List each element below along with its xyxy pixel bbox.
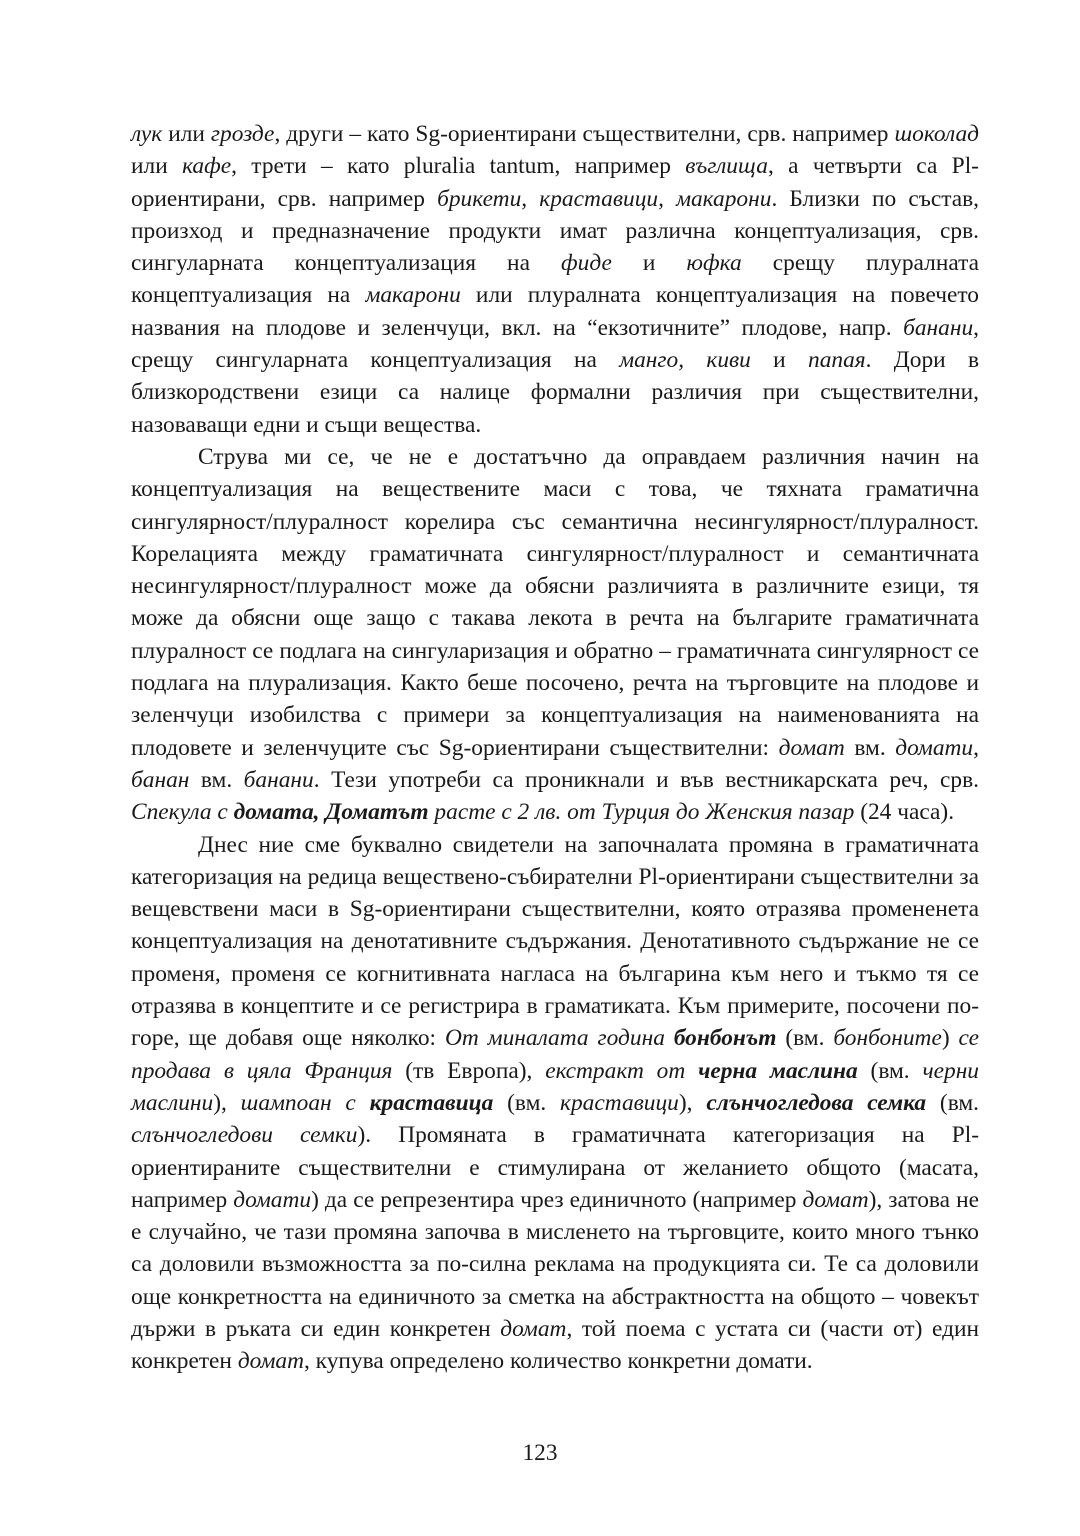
emphasis-text: брикети, краставици, макарони bbox=[437, 185, 772, 212]
text-run: , bbox=[973, 734, 979, 761]
page-number: 123 bbox=[522, 1440, 558, 1466]
emphasis-text: расте с 2 лв. от Турция до Женския пазар bbox=[428, 799, 855, 826]
text-run: (тв Европа), bbox=[392, 1057, 546, 1084]
text-run: . Тези употреби са проникнали и във вестникарската реч, срв. bbox=[313, 766, 979, 793]
emphasis-text: шампоан с bbox=[240, 1089, 370, 1116]
text-run: и bbox=[611, 250, 687, 277]
emphasis-text: банани bbox=[243, 766, 314, 793]
emphasis-text: юфка bbox=[686, 250, 742, 277]
emphasis-text: Спекула с bbox=[131, 799, 234, 826]
emphasis-text: бонбонът bbox=[673, 1025, 777, 1052]
text-run: и bbox=[750, 347, 808, 374]
emphasis-text: фиде bbox=[561, 250, 612, 277]
emphasis-text: домат bbox=[802, 1186, 869, 1213]
emphasis-text: черни маслини bbox=[131, 1057, 980, 1116]
text-run: или bbox=[131, 153, 183, 180]
text-run: или плуралната концептуализация на повечето названия на плодове и зеленчуци, вкл. на “екзотичните” плодове, напр. bbox=[131, 282, 979, 341]
text-run: , той поема с устата си (части от) един конкретен bbox=[131, 1315, 980, 1375]
emphasis-text: домат bbox=[500, 1315, 567, 1342]
emphasis-text: домат bbox=[778, 734, 845, 761]
emphasis-text: шоколад bbox=[894, 121, 979, 147]
text-run: (24 часа). bbox=[854, 799, 955, 826]
emphasis-text: черна маслина bbox=[698, 1057, 858, 1084]
text-run: Струва ми се, че не е достатъчно да оправдаем различния начин на концептуализация на веществените маси с това, че тяхната граматична сингулярност/плуралност корелира със семантична несингулярност/плуралност. Корелацията между граматичната сингулярност/плуралност и семантичната несингулярност/плуралност може да обясни различията в различните езици, тя може да обясни още защо с такава лекота в речта на българите граматичната плуралност се подлага на сингуларизация и обратно – граматичната сингулярност се подлага на плурализация. Както беше посочено, речта на търговците на плодове и зеленчуци изобилства с примери за концептуализация на наименованията на плодовете и зеленчуците със Sg-ориентирани съществителни: bbox=[131, 443, 979, 761]
emphasis-text: макарони bbox=[365, 282, 461, 309]
text-run: ), затова не е случайно, че тази промяна започва в мисленето на търговците, които много тънко са доловили възможността за по-силна реклама на продукцията си. Те са доловили още конкретността на единичното за сметка на абстрактността на общото – човекът държи в ръката си един конкретен bbox=[131, 1186, 979, 1342]
emphasis-text: папая bbox=[808, 347, 866, 374]
text-run: вм. bbox=[844, 734, 896, 761]
text-run: , срещу сингуларната концептуализация на bbox=[131, 314, 979, 374]
text-run: (вм. bbox=[926, 1089, 979, 1116]
emphasis-text: домата, Доматът bbox=[233, 799, 429, 826]
text-run: , трети – като pluralia tantum, например bbox=[231, 153, 686, 180]
emphasis-text: банани bbox=[903, 314, 974, 341]
text-run: , а четвърти са Pl-ориентирани, срв. например bbox=[131, 153, 979, 212]
emphasis-text: слънчогледова семка bbox=[706, 1089, 927, 1116]
text-run: ), bbox=[213, 1089, 241, 1116]
text-run: ), bbox=[678, 1089, 707, 1116]
emphasis-text: краставици bbox=[560, 1089, 679, 1116]
text-run: или bbox=[162, 121, 211, 147]
paragraph-2 bbox=[131, 441, 979, 829]
paragraph-3 bbox=[131, 829, 979, 1378]
text-run: , купува определено количество конкретни домати. bbox=[303, 1348, 813, 1375]
text-run: . Дори в близкородствени езици са налице формални различия при съществителни, назоваващи едни и същи вещества. bbox=[131, 347, 980, 438]
text-run: , други – като Sg-ориентирани съществителни, срв. например bbox=[274, 121, 895, 147]
text-run: ) bbox=[941, 1025, 959, 1052]
emphasis-text: От миналата година bbox=[444, 1025, 674, 1052]
text-run: . Близки по състав, произход и предназначение продукти имат различна концептуализация, срв. сингуларната концептуализация на bbox=[131, 185, 979, 277]
text-run: ) да се репрезентира чрез единичното (например bbox=[311, 1186, 803, 1213]
emphasis-text: се продава в цяла Франция bbox=[131, 1025, 980, 1084]
text-run: срещу плуралната концептуализация на bbox=[131, 250, 980, 309]
emphasis-text: слънчогледови семки bbox=[131, 1122, 358, 1149]
emphasis-text: краставица bbox=[369, 1089, 494, 1116]
emphasis-text: кафе bbox=[182, 153, 232, 180]
text-run: ). Промяната в граматичната категоризация на Pl-ориентираните съществителни е стимулирана от желанието общото (масата, например bbox=[131, 1122, 979, 1213]
emphasis-text: домати bbox=[895, 734, 974, 761]
emphasis-text: лук bbox=[131, 121, 163, 147]
emphasis-text: бонбоните bbox=[833, 1025, 942, 1052]
emphasis-text: грозде bbox=[210, 121, 275, 147]
text-run: (вм. bbox=[776, 1025, 834, 1052]
emphasis-text: домат bbox=[237, 1348, 304, 1375]
emphasis-text: манго, киви bbox=[619, 347, 751, 374]
text-run: (вм. bbox=[857, 1057, 923, 1084]
emphasis-text: домати bbox=[233, 1186, 312, 1213]
text-run: Днес ние сме буквално свидетели на започналата промяна в граматичната категоризация на редица веществено-събирателни Pl-ориентирани съществителни за вещевствени маси в Sg-ориентирани съществителни, която отразява промененета концептуализация на денотативните съдържания. Денотативното съдържание не се променя, променя се когнитивната нагласа на българина към него и тъкмо тя се отразява в концептите и се регистрира в граматиката. Към примерите, посочени по-горе, ще добавя още няколко: bbox=[131, 831, 979, 1052]
emphasis-text: въглища bbox=[685, 153, 768, 180]
text-run: вм. bbox=[189, 766, 244, 793]
emphasis-text: екстракт от bbox=[545, 1057, 699, 1084]
page-body bbox=[131, 118, 979, 1378]
text-run: (вм. bbox=[493, 1089, 561, 1116]
emphasis-text: банан bbox=[131, 766, 190, 793]
paragraph-1 bbox=[131, 118, 979, 441]
